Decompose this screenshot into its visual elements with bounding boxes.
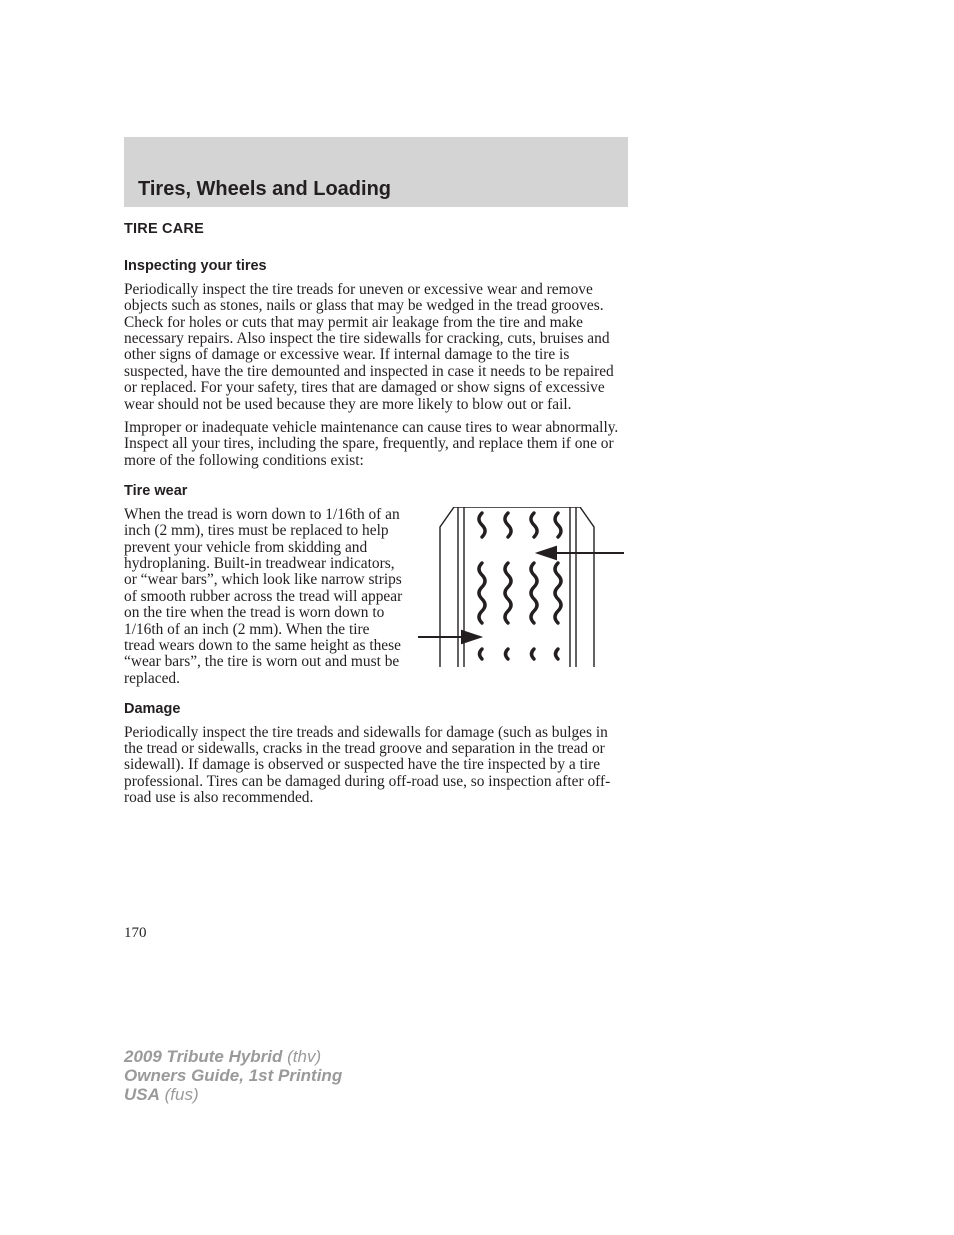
footer-line-2	[124, 1066, 342, 1085]
chapter-header-band	[124, 137, 628, 207]
tread-wear-bar-illustration	[412, 507, 632, 667]
paragraph-damage: Periodically inspect the tire treads and sidewalls for damage (such as bulges in the tread or sidewalls, cracks in the tread groove and separation in the tread or sidewall). If damage is observed or suspected have the tire inspected by a tire professional. Tires can be damaged during off-road use, so inspection after off-road use is also recommended.	[124, 723, 611, 807]
subsection-title-inspecting: Inspecting your tires	[124, 258, 267, 275]
chapter-title: Tires, Wheels and Loading	[138, 178, 392, 200]
footer-model-code: (thv)	[287, 1047, 322, 1066]
footer-market: USA	[124, 1085, 160, 1104]
tire-tread-diagram	[412, 507, 632, 667]
footer-line-3	[124, 1085, 342, 1104]
paragraph-inspecting-2: Improper or inadequate vehicle maintenance can cause tires to wear abnormally. Inspect all your tires, including the spare, frequently, and replace them if one or more of the following conditions exist:	[124, 419, 619, 469]
arrow-head-icon	[538, 547, 556, 559]
subsection-title-damage: Damage	[124, 701, 181, 718]
footer-market-code: (fus)	[164, 1085, 199, 1104]
tread-block-pattern	[479, 513, 561, 659]
paragraph-tire-wear: When the tread is worn down to 1/16th of an inch (2 mm), tires must be replaced to help prevent your vehicle from skidding and hydroplaning. Built-in treadwear indicators, or “wear bars”, which look like narrow strips of smooth rubber across the tread will appear on the tire when the tread is worn down to 1/16th of an inch (2 mm). When the tire tread wears down to the same height as these “wear bars”, the tire is worn out and must be replaced.	[124, 505, 403, 687]
page-content	[124, 221, 620, 814]
page-number: 170	[124, 925, 147, 941]
footer-printing: Owners Guide, 1st Printing	[124, 1066, 343, 1085]
footer-line-1	[124, 1047, 342, 1066]
arrow-head-icon	[462, 631, 480, 643]
footer-model: 2009 Tribute Hybrid	[124, 1047, 283, 1066]
document-footer	[124, 1047, 342, 1104]
subsection-title-tire-wear: Tire wear	[124, 483, 188, 500]
section-title: TIRE CARE	[124, 221, 204, 237]
paragraph-inspecting-1: Periodically inspect the tire treads for uneven or excessive wear and remove objects such as stones, nails or glass that may be wedged in the tread grooves. Check for holes or cuts that may permit air leakage from the tire and make necessary repairs. Also inspect the tire sidewalls for cracking, cuts, bruises and other signs of damage or excessive wear. If internal damage to the tire is suspected, have the tire demounted and inspected in case it needs to be repaired or replaced. For your safety, tires that are damaged or show signs of excessive wear should not be used because they are more likely to blow out or fail.	[124, 280, 614, 413]
